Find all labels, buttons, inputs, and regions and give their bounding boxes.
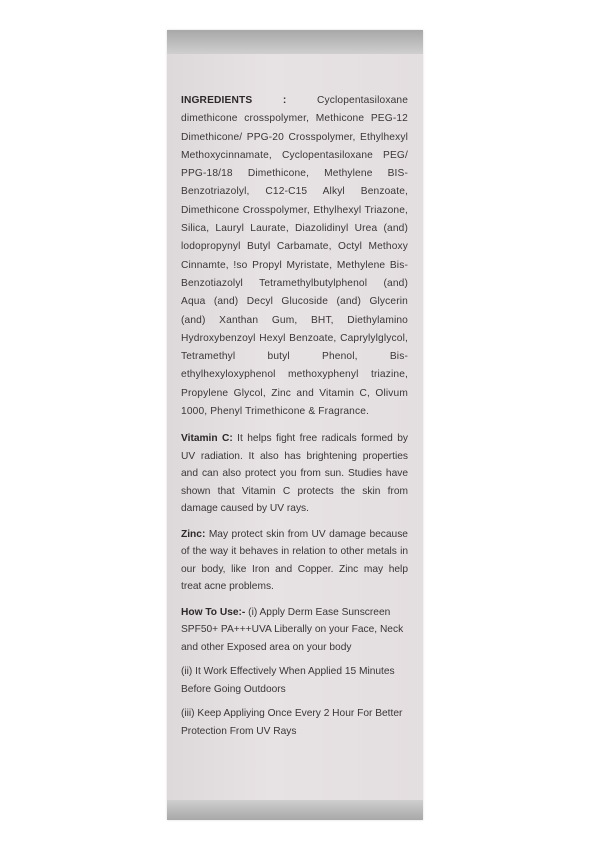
vitamin-c-text: It helps fight free radicals formed by UV radiation. It also has brightening properties and can also protect you from sun. Studies have shown that Vitamin C protects the skin from damage caused by UV rays.: [181, 433, 408, 515]
bottom-grey-band: [167, 800, 423, 820]
how-to-use-step-3: (iii) Keep Appliying Once Every 2 Hour For Better Protection From UV Rays: [181, 708, 403, 737]
product-box-panel: [167, 30, 423, 820]
zinc-paragraph: [181, 526, 408, 596]
zinc-label: Zinc:: [181, 528, 206, 540]
zinc-text: May protect skin from UV damage because of the way it behaves in relation to other metals in our body, like Iron and Copper. Zinc may help treat acne problems.: [181, 528, 408, 593]
ingredients-paragraph: [181, 92, 408, 421]
label-text-area: [181, 92, 408, 747]
ingredients-label: INGREDIENTS :: [181, 95, 287, 106]
how-to-use-step-2: (ii) It Work Effectively When Applied 15 Minutes Before Going Outdoors: [181, 666, 395, 695]
how-to-use-step-1-text: (i) Apply Derm Ease Sunscreen SPF50+ PA+++UVA Liberally on your Face, Neck and other Exposed area on your body: [181, 606, 404, 653]
vitamin-c-paragraph: [181, 430, 408, 518]
top-grey-band: [167, 30, 423, 54]
vitamin-c-label: Vitamin C:: [181, 433, 233, 445]
how-to-use-label: How To Use:-: [181, 606, 246, 618]
how-to-use-step-1: [181, 604, 408, 657]
ingredients-text: Cyclopentasiloxane dimethicone crosspolymer, Methicone PEG-12 Dimethicone/ PPG-20 Crosspolymer, Ethylhexyl Methoxycinnamate, Cyclopentasiloxane PEG/ PPG-18/18 Dimethicone, Methylene BIS-Benzotriazolyl, C12-C15 Alkyl Benzoate, Dimethicone Crosspolymer, Ethylhexyl Triazone, Silica, Lauryl Laurate, Diazolidinyl Urea (and) lodopropynyl Butyl Carbamate, Octyl Methoxy Cinnamte, !so Propyl Myristate, Methylene Bis- Benzotiazolyl Tetramethylbutylphenol (and) Aqua (and) Decyl Glucoside (and) Glycerin (and) Xanthan Gum, BHT, Diethylamino Hydroxybenzoyl Hexyl Benzoate, Caprylylglycol, Tetramethyl butyl Phenol, Bis-ethylhexyloxyphenol methoxyphenyl triazine, Propylene Glycol, Zinc and Vitamin C, Olivum 1000, Phenyl Trimethicone & Fragrance.: [181, 95, 409, 418]
